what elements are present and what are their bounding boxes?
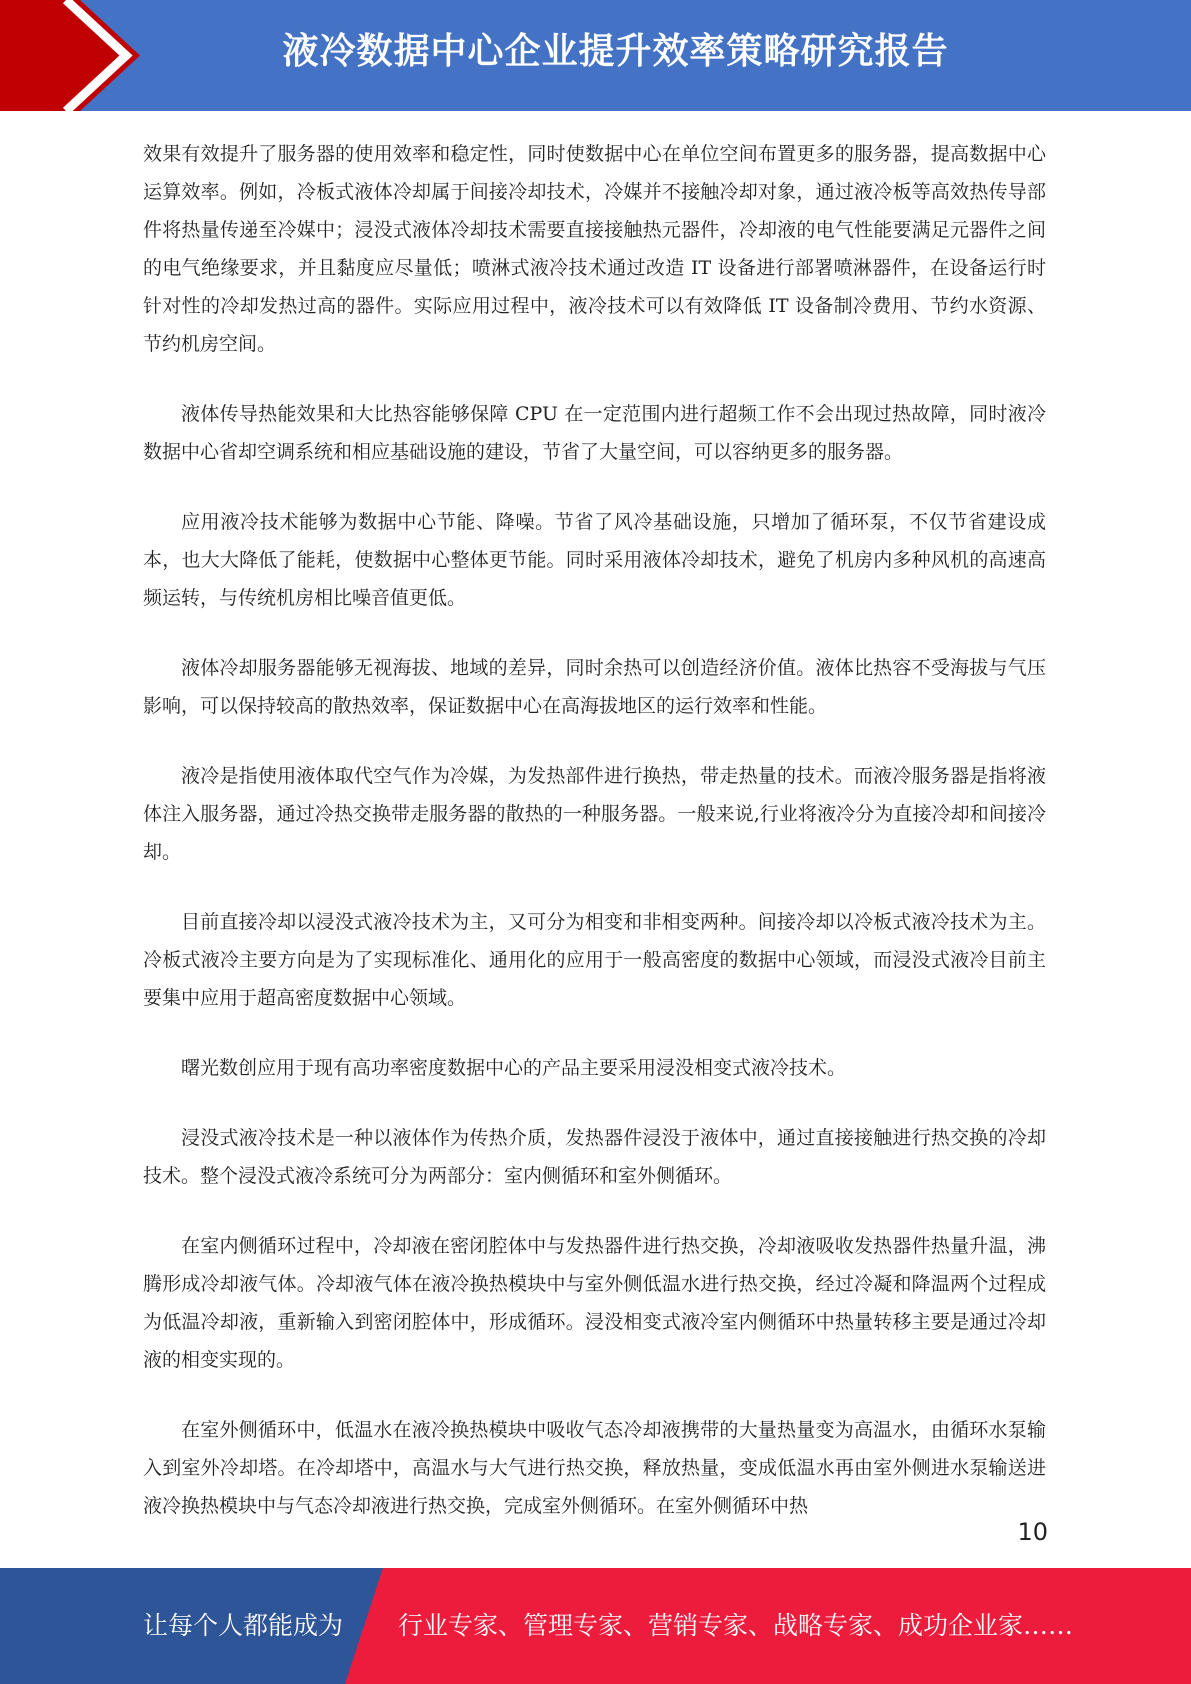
footer-slogan-right: 行业专家、管理专家、营销专家、战略专家、成功企业家…… bbox=[398, 1611, 1074, 1640]
paragraph: 浸没式液冷技术是一种以液体作为传热介质，发热器件浸没于液体中，通过直接接触进行热交换的冷却技术。整个浸没式液冷系统可分为两部分：室内侧循环和室外侧循环。 bbox=[143, 1127, 1046, 1187]
paragraph: 在室内侧循环过程中，冷却液在密闭腔体中与发热器件进行热交换，冷却液吸收发热器件热量升温，沸腾形成冷却液气体。冷却液气体在液冷换热模块中与室外侧低温水进行热交换，经过冷凝和降温两个过程成为低温冷却液，重新输入到密闭腔体中，形成循环。浸没相变式液冷室内侧循环中热量转移主要是通过冷却液的相变实现的。 bbox=[143, 1235, 1046, 1371]
header-red-chevron bbox=[0, 0, 160, 111]
paragraph: 液体传导热能效果和大比热容能够保障 CPU 在一定范围内进行超频工作不会出现过热故障，同时液冷数据中心省却空调系统和相应基础设施的建设，节省了大量空间，可以容纳更多的服务器。 bbox=[143, 403, 1046, 463]
page-number: 10 bbox=[1017, 1518, 1048, 1546]
page-footer bbox=[0, 1568, 1191, 1684]
paragraph: 应用液冷技术能够为数据中心节能、降噪。节省了风冷基础设施，只增加了循环泵，不仅节省建设成本，也大大降低了能耗，使数据中心整体更节能。同时采用液体冷却技术，避免了机房内多种风机的高速高频运转，与传统机房相比噪音值更低。 bbox=[143, 511, 1046, 609]
paragraph: 在室外侧循环中，低温水在液冷换热模块中吸收气态冷却液携带的大量热量变为高温水，由循环水泵输入到室外冷却塔。在冷却塔中，高温水与大气进行热交换，释放热量，变成低温水再由室外侧进水泵输送进液冷换热模块中与气态冷却液进行热交换，完成室外侧循环。在室外侧循环中热 bbox=[143, 1419, 1046, 1517]
red-chevron-fill bbox=[0, 0, 140, 111]
paragraph: 目前直接冷却以浸没式液冷技术为主，又可分为相变和非相变两种。间接冷却以冷板式液冷技术为主。冷板式液冷主要方向是为了实现标准化、通用化的应用于一般高密度的数据中心领域，而浸没式液冷目前主要集中应用于超高密度数据中心领域。 bbox=[143, 911, 1046, 1009]
page-header bbox=[0, 0, 1191, 111]
footer-slogan-left: 让每个人都能成为 bbox=[143, 1611, 344, 1640]
paragraph: 液冷是指使用液体取代空气作为冷媒，为发热部件进行换热，带走热量的技术。而液冷服务器是指将液体注入服务器，通过冷热交换带走服务器的散热的一种服务器。一般来说,行业将液冷分为直接冷却和间接冷却。 bbox=[143, 765, 1046, 863]
paragraph: 效果有效提升了服务器的使用效率和稳定性，同时使数据中心在单位空间布置更多的服务器，提高数据中心运算效率。例如，冷板式液体冷却属于间接冷却技术，冷媒并不接触冷却对象，通过液冷板等高效热传导部件将热量传递至冷媒中；浸没式液体冷却技术需要直接接触热元器件，冷却液的电气性能要满足元器件之间的电气绝缘要求，并且黏度应尽量低；喷淋式液冷技术通过改造 IT 设备进行部署喷淋器件，在设备运行时针对性的冷却发热过高的器件。实际应用过程中，液冷技术可以有效降低 IT 设备制冷费用、节约水资源、节约机房空间。 bbox=[143, 143, 1046, 355]
paragraph: 曙光数创应用于现有高功率密度数据中心的产品主要采用浸没相变式液冷技术。 bbox=[181, 1057, 847, 1079]
paragraph: 液体冷却服务器能够无视海拔、地域的差异，同时余热可以创造经济价值。液体比热容不受海拔与气压影响，可以保持较高的散热效率，保证数据中心在高海拔地区的运行效率和性能。 bbox=[143, 657, 1046, 717]
body-text bbox=[143, 135, 1046, 1557]
report-title: 液冷数据中心企业提升效率策略研究报告 bbox=[282, 31, 949, 72]
